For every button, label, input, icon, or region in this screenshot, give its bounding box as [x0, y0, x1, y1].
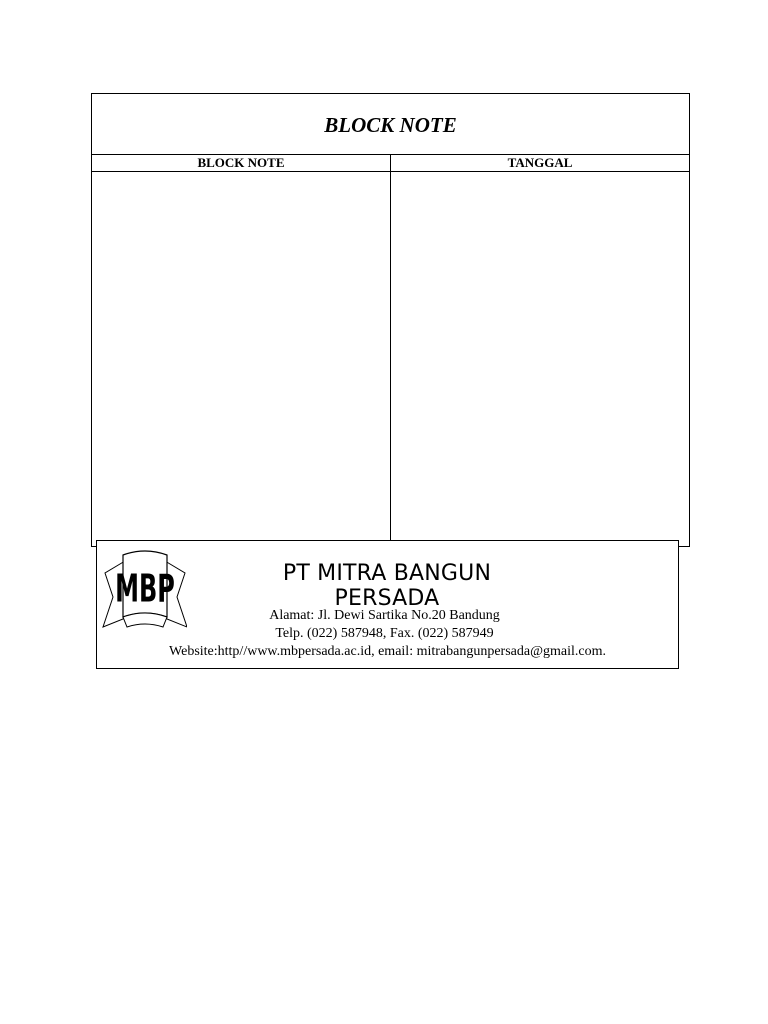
document-title: BLOCK NOTE: [324, 112, 457, 137]
company-address: Alamat: Jl. Dewi Sartika No.20 Bandung: [269, 608, 500, 623]
tanggal-cell: [391, 172, 689, 546]
column-header-block-note: BLOCK NOTE: [92, 154, 391, 171]
block-note-table: [91, 93, 690, 547]
table-body-row: [92, 172, 689, 546]
column-header-row: [92, 154, 689, 172]
block-note-cell: [92, 172, 391, 546]
column-header-tanggal: TANGGAL: [507, 155, 573, 170]
company-letterhead: [96, 540, 679, 669]
company-phone-fax: Telp. (022) 587948, Fax. (022) 587949: [275, 626, 494, 641]
company-web-email: Website:http//www.mbpersada.ac.id, email: mitrabangunpersada@gmail.com.: [169, 644, 606, 659]
title-row: [92, 94, 689, 155]
company-name: PT MITRA BANGUN PERSADA: [282, 561, 492, 611]
logo-lettering: MBP: [115, 565, 175, 611]
